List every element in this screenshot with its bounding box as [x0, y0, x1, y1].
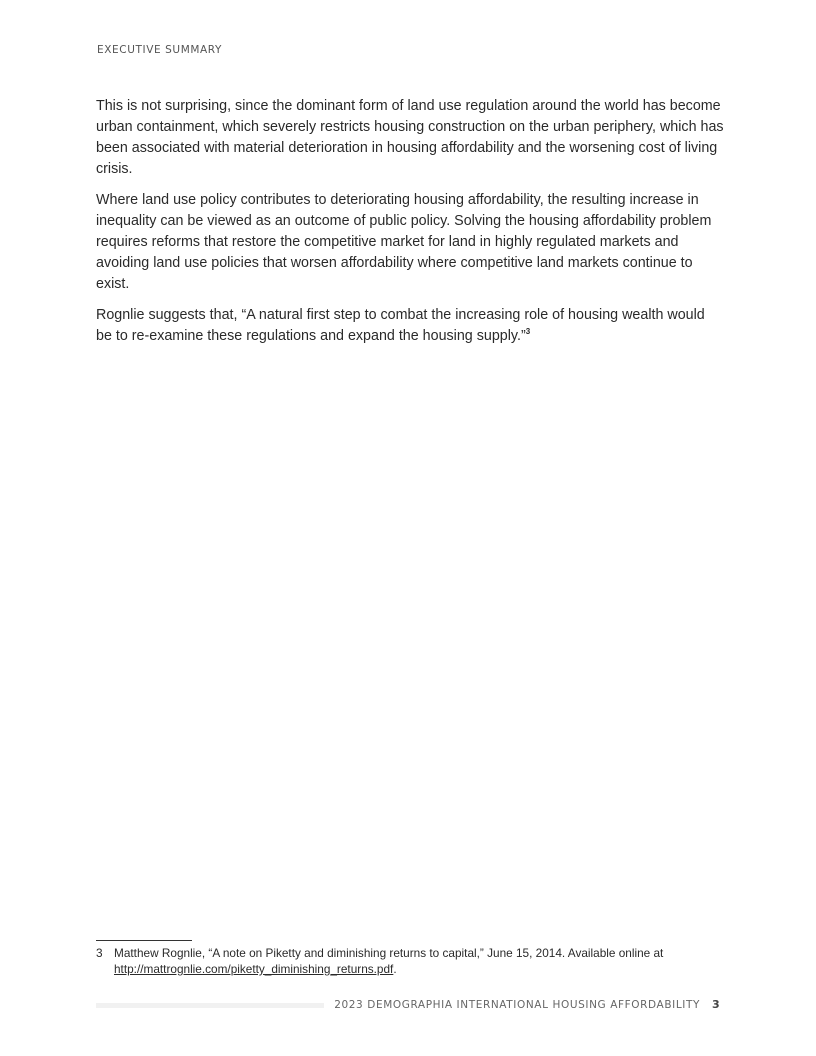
footer-title: 2023 DEMOGRAPHIA INTERNATIONAL HOUSING AFFORDABILITY [334, 999, 700, 1011]
footnote-divider [96, 940, 192, 941]
body-text [96, 96, 724, 357]
footnote-citation: Matthew Rognlie, “A note on Piketty and diminishing returns to capital,” June 15, 2014. Available online at [114, 946, 664, 960]
section-header: EXECUTIVE SUMMARY [97, 44, 223, 56]
footnote-number: 3 [96, 946, 103, 960]
footer-bar [96, 1003, 324, 1008]
paragraph-3 [96, 305, 724, 347]
footnote-reference[interactable]: 3 [525, 327, 531, 337]
paragraph-1: This is not surprising, since the dominant form of land use regulation around the world has become urban containment, which severely restricts housing construction on the urban periphery, which has been associated with material deterioration in housing affordability and the worsening cost of living crisis. [96, 98, 724, 177]
footnote [96, 945, 716, 977]
paragraph-2: Where land use policy contributes to deteriorating housing affordability, the resulting increase in inequality can be viewed as an outcome of public policy. Solving the housing affordability problem requires reforms that restore the competitive market for land in highly regulated markets and avoiding land use policies that worsen affordability where competitive land markets continue to exist. [96, 192, 712, 292]
footnote-text [114, 945, 716, 977]
quote-text: Rognlie suggests that, “A natural first step to combat the increasing role of housing wealth would be to re-examine these regulations and expand the housing supply.” [96, 307, 705, 344]
page-number: 3 [712, 998, 720, 1011]
footnote-period: . [393, 962, 397, 976]
footnote-link[interactable]: http://mattrognlie.com/piketty_diminishing_returns.pdf [114, 962, 394, 976]
